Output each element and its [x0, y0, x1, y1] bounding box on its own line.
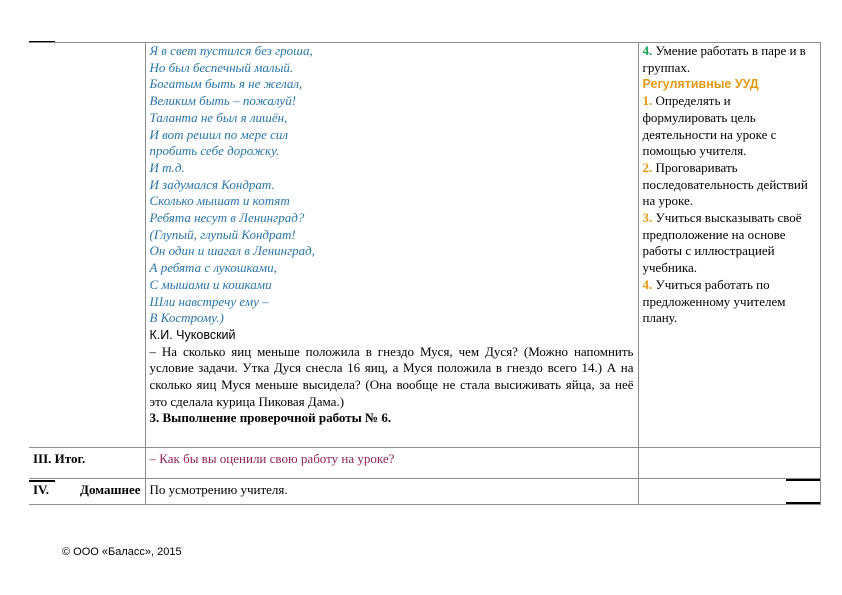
poem-line: Я в свет пустился без гроша,: [149, 43, 313, 58]
itog-uud-cell: [638, 448, 820, 479]
poem-line: Ребята несут в Ленинград?: [149, 210, 305, 226]
stage-cell-itog: [29, 448, 145, 479]
task-title: 3. Выполнение проверочной работы № 6.: [149, 410, 392, 426]
lesson-row-main: [29, 43, 820, 448]
uud-item-text: Учиться работать по предложенному учителем плану.: [642, 276, 786, 326]
poem-line: В Кострому.): [149, 310, 224, 326]
content-cell: [145, 43, 638, 448]
stage-number-home: IV.: [33, 482, 50, 497]
uud-item-text: Умение работать в паре и в группах.: [642, 43, 806, 75]
uud-cell: [638, 43, 820, 448]
stage-word-home: Домашнее: [80, 482, 141, 497]
stage-label-home: [33, 482, 141, 499]
poem-line: Шли навстречу ему –: [149, 293, 269, 309]
poem-line: И вот решил по мере сил: [149, 126, 289, 142]
poem-line: Великим быть – пожалуй!: [149, 93, 297, 109]
stage-cell-empty: [29, 43, 145, 448]
stage-cell-home: [29, 479, 145, 505]
uud-item-text: Определять и формулировать цель деятельности на уроке с помощью учителя.: [642, 93, 777, 159]
poem-line: пробить себе дорожку.: [149, 143, 280, 159]
uud-heading: Регулятивные УУД: [642, 77, 759, 92]
poem-line: Таланта не был я лишён,: [149, 109, 288, 125]
lesson-row-home: [29, 479, 820, 505]
uud-regulative-list: [643, 93, 816, 327]
poem-line: Но был беспечный малый.: [149, 59, 294, 75]
dialogue-text: – На сколько яиц меньше положила в гнездо Муся, чем Дуся? (Можно напомнить условие задачи. Утка Дуся снесла 16 яиц, а Муся положила в гнездо всего 14.) А на сколько яиц Муся меньше высидела? (Она вообще не стала высиживать яйца, за неё это сделала курица Пиковая Дама.): [149, 343, 634, 409]
poem-line: И задумался Кондрат.: [149, 176, 275, 192]
lesson-row-itog: [29, 448, 820, 479]
poem-author: К.И. Чуковский: [149, 327, 236, 342]
poem-line: Он один и шагал в Ленинград,: [149, 243, 316, 259]
uud-item-number: 3.: [642, 210, 653, 226]
uud-item: [643, 93, 816, 160]
uud-item-text: Проговаривать последовательность действий на уроке.: [642, 159, 808, 209]
stage-label-itog: III. Итог.: [33, 451, 86, 466]
uud-item-number: 1.: [642, 93, 653, 109]
uud-item-text: Учиться высказывать своё предположение на основе работы с иллюстрацией учебника.: [642, 210, 802, 276]
uud-item: [643, 160, 816, 210]
uud-item-communicative: [643, 43, 816, 76]
poem-block: [150, 43, 634, 327]
home-uud-cell: [638, 479, 820, 505]
poem-line: А ребята с лукошками,: [149, 260, 277, 276]
uud-item-number: 2.: [642, 159, 653, 175]
itog-content-cell: [145, 448, 638, 479]
poem-line: Сколько мышат и котят: [149, 193, 290, 209]
uud-item: [643, 277, 816, 327]
uud-item-number: 4.: [642, 276, 653, 292]
uud-item: [643, 210, 816, 277]
poem-line: (Глупый, глупый Кондрат!: [149, 226, 296, 242]
home-text: По усмотрению учителя.: [149, 482, 288, 497]
uud-item-number: 4.: [642, 43, 653, 58]
poem-line: Богатым быть я не желал,: [149, 76, 303, 92]
home-content-cell: [145, 479, 638, 505]
copyright-footer: © ООО «Баласс», 2015: [62, 546, 182, 558]
poem-line: И т.д.: [149, 159, 185, 175]
poem-line: С мышами и кошками: [149, 276, 272, 292]
lesson-plan-table: [29, 42, 821, 505]
itog-question: – Как бы вы оценили свою работу на уроке?: [149, 451, 395, 466]
